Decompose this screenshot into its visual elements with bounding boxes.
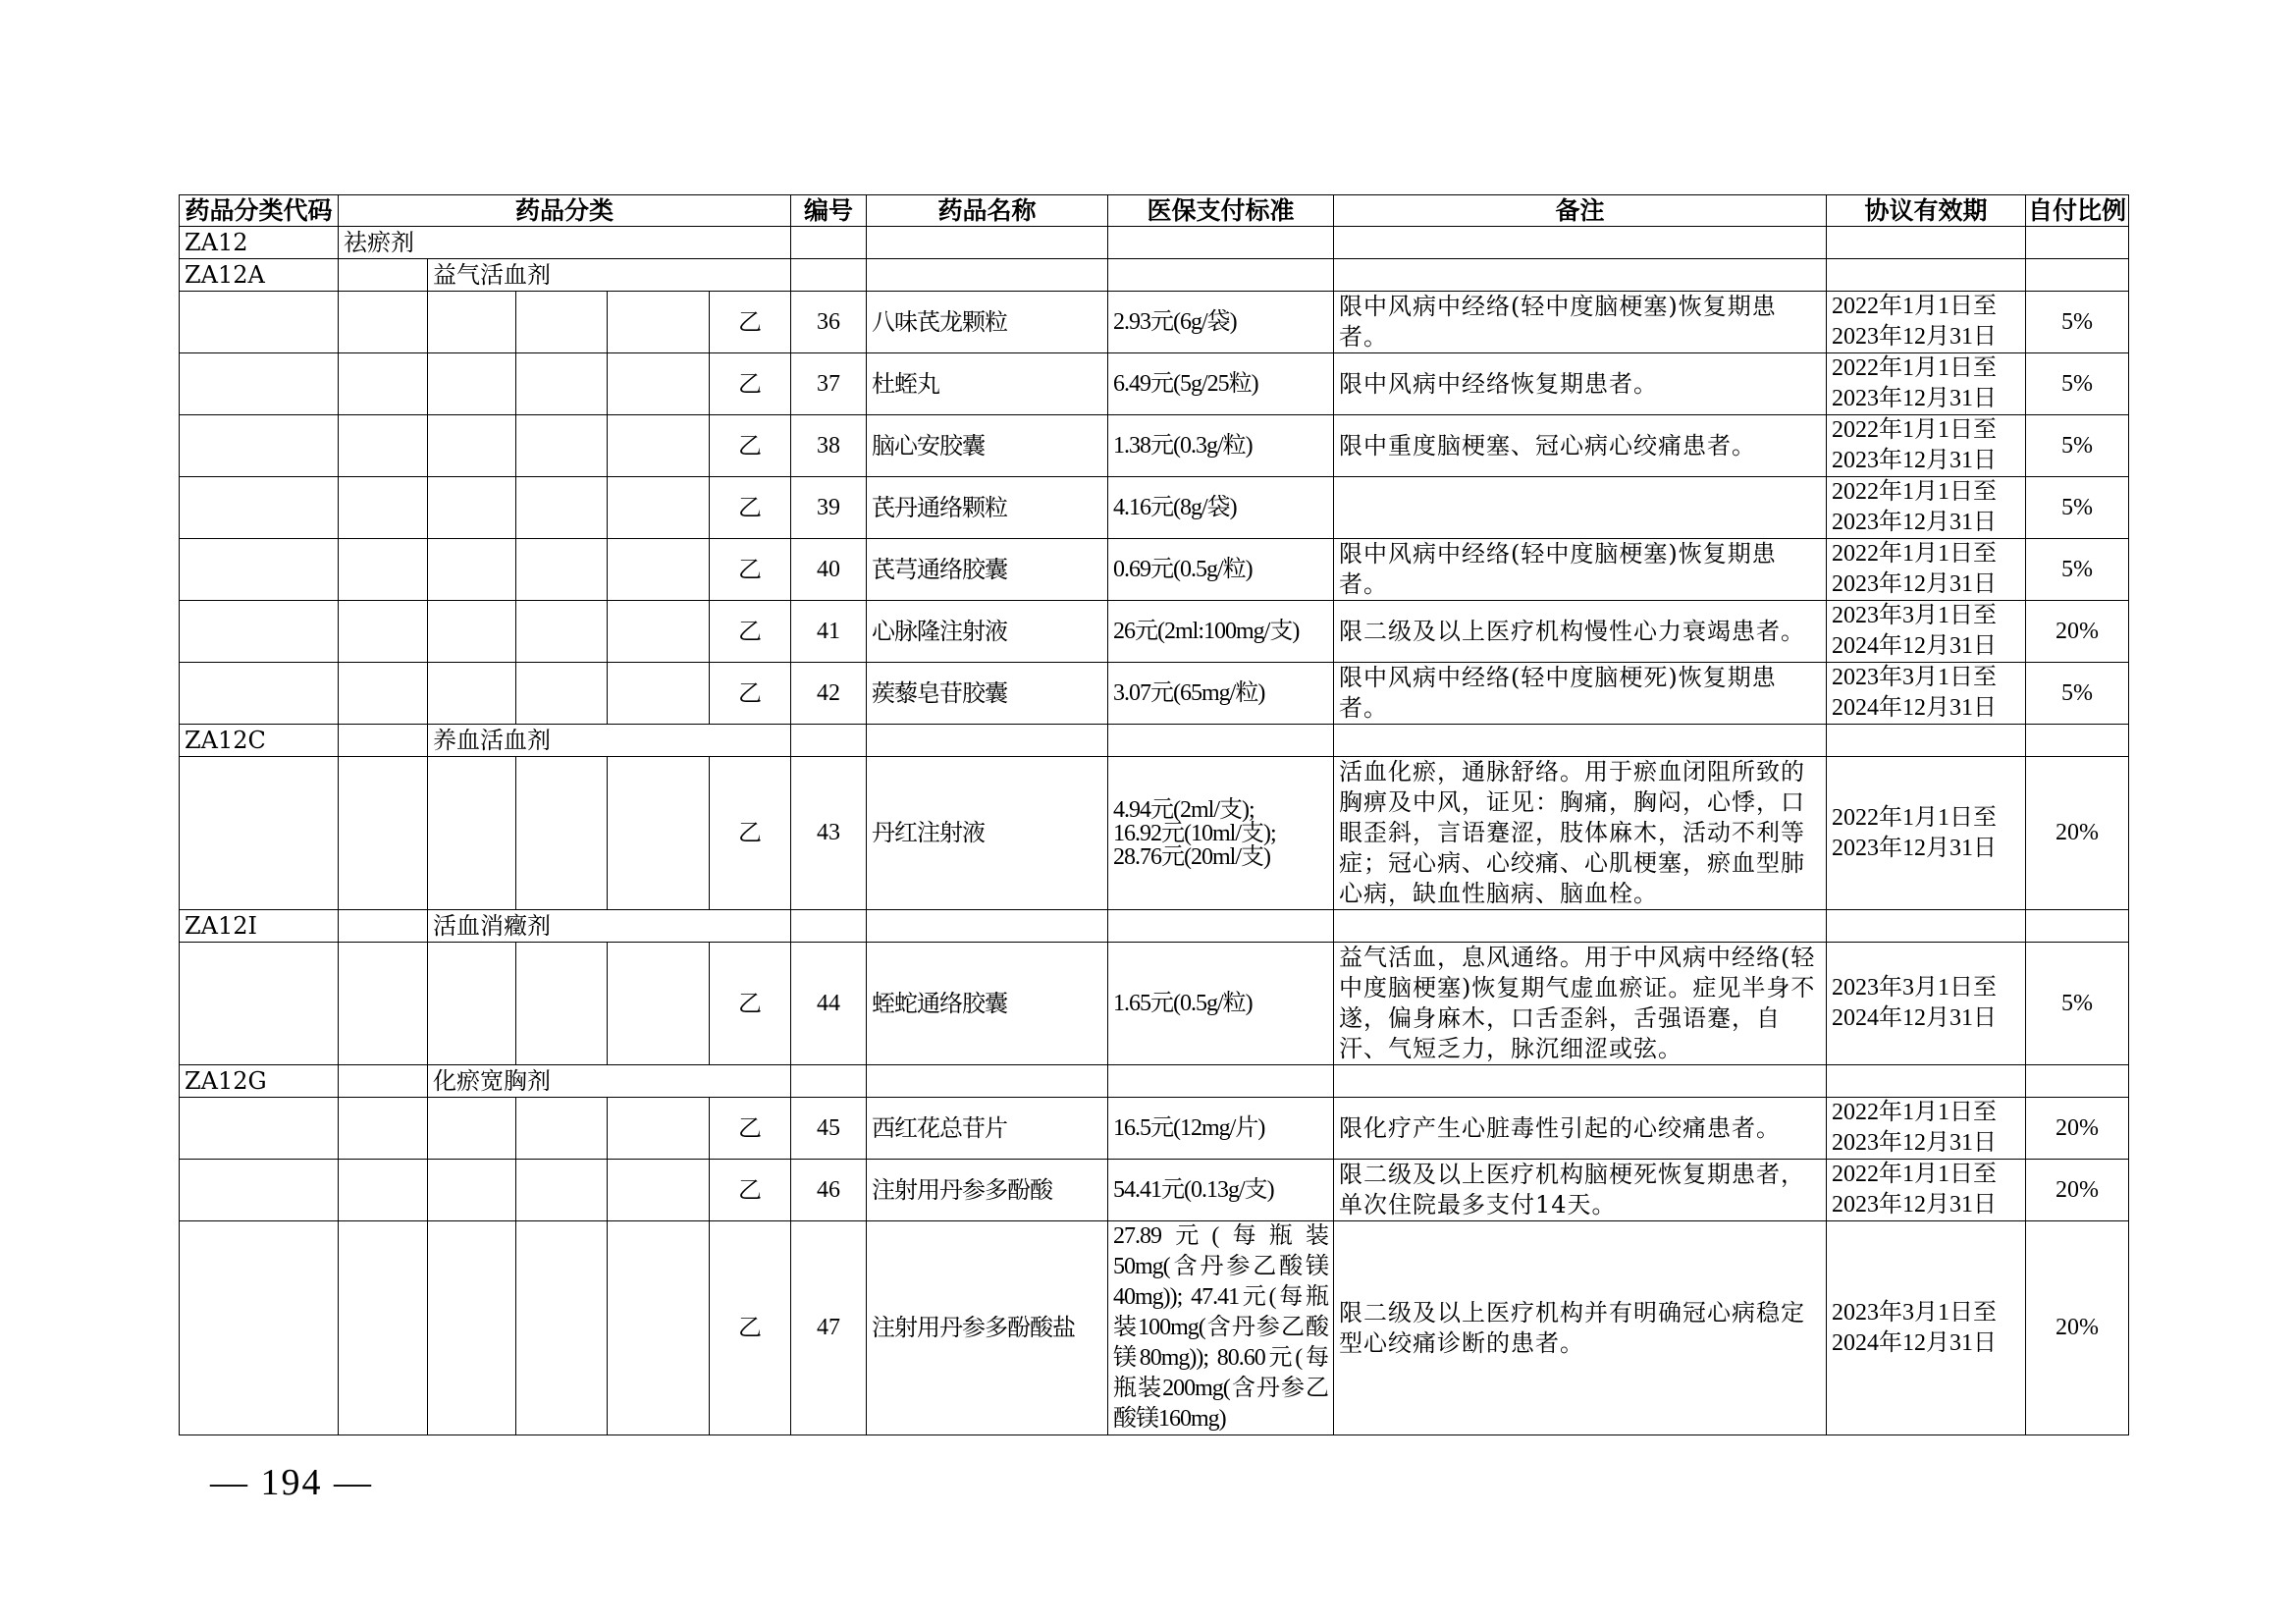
drug-row — [180, 943, 2129, 1065]
self-pay-ratio: 5% — [2026, 663, 2129, 725]
payment-standard: 1.38元(0.3g/粒) — [1108, 415, 1334, 477]
drug-row — [180, 1098, 2129, 1160]
category-code: ZA12A — [180, 259, 339, 292]
valid-period — [1827, 601, 2026, 663]
valid-period-line: 2023年12月31日 — [1832, 510, 1998, 535]
self-pay-ratio: 20% — [2026, 1221, 2129, 1435]
valid-period-line: 2023年12月31日 — [1832, 1130, 1998, 1156]
drug-name: 心脉隆注射液 — [867, 601, 1108, 663]
valid-period — [1827, 292, 2026, 353]
self-pay-ratio: 5% — [2026, 415, 2129, 477]
header-no: 编号 — [791, 195, 867, 227]
drug-class: 乙 — [710, 943, 791, 1065]
valid-period-line: 2023年12月31日 — [1832, 324, 1998, 350]
drug-name: 芪丹通络颗粒 — [867, 477, 1108, 539]
valid-period — [1827, 943, 2026, 1065]
drug-class: 乙 — [710, 477, 791, 539]
drug-name: 杜蛭丸 — [867, 353, 1108, 415]
valid-period-line: 2022年1月1日至 — [1832, 355, 1998, 381]
valid-period-line: 2022年1月1日至 — [1832, 804, 1998, 831]
valid-period-line: 2023年3月1日至 — [1832, 603, 1998, 628]
drug-row — [180, 663, 2129, 725]
payment-standard: 3.07元(65mg/粒) — [1108, 663, 1334, 725]
drug-class: 乙 — [710, 663, 791, 725]
category-label: 祛瘀剂 — [339, 227, 791, 259]
category-label: 化瘀宽胸剂 — [428, 1065, 791, 1098]
valid-period-line: 2024年12月31日 — [1832, 1005, 1998, 1031]
valid-period-line: 2024年12月31日 — [1832, 695, 1998, 721]
valid-period-line: 2022年1月1日至 — [1832, 417, 1998, 443]
drug-row — [180, 1160, 2129, 1221]
drug-row — [180, 353, 2129, 415]
drug-note: 限二级及以上医疗机构脑梗死恢复期患者，单次住院最多支付14天。 — [1334, 1160, 1827, 1221]
drug-class: 乙 — [710, 757, 791, 910]
payment-standard: 2.93元(6g/袋) — [1108, 292, 1334, 353]
category-row — [180, 1065, 2129, 1098]
valid-period-line: 2023年3月1日至 — [1832, 665, 1998, 690]
category-code: ZA12I — [180, 910, 339, 943]
drug-name: 八味芪龙颗粒 — [867, 292, 1108, 353]
valid-period-line: 2022年1月1日至 — [1832, 1100, 1998, 1125]
drug-row — [180, 415, 2129, 477]
category-code: ZA12 — [180, 227, 339, 259]
drug-number: 46 — [791, 1160, 867, 1221]
drug-number: 45 — [791, 1098, 867, 1160]
header-ratio: 自付比例 — [2026, 195, 2129, 227]
payment-standard: 6.49元(5g/25粒) — [1108, 353, 1334, 415]
page-number: — 194 — — [210, 1462, 373, 1503]
category-code: ZA12G — [180, 1065, 339, 1098]
drug-note: 益气活血，息风通络。用于中风病中经络(轻中度脑梗塞)恢复期气虚血瘀证。症见半身不遂，偏身麻木，口舌歪斜，舌强语蹇，自汗、气短乏力，脉沉细涩或弦。 — [1334, 943, 1827, 1065]
valid-period — [1827, 757, 2026, 910]
header-row — [180, 195, 2129, 227]
drug-name: 蛭蛇通络胶囊 — [867, 943, 1108, 1065]
category-label: 活血消癥剂 — [428, 910, 791, 943]
self-pay-ratio: 20% — [2026, 1098, 2129, 1160]
drug-name: 西红花总苷片 — [867, 1098, 1108, 1160]
drug-class: 乙 — [710, 601, 791, 663]
category-label: 养血活血剂 — [428, 725, 791, 757]
drug-name: 注射用丹参多酚酸 — [867, 1160, 1108, 1221]
drug-number: 39 — [791, 477, 867, 539]
drug-number: 42 — [791, 663, 867, 725]
valid-period — [1827, 353, 2026, 415]
self-pay-ratio: 20% — [2026, 757, 2129, 910]
valid-period-line: 2023年12月31日 — [1832, 571, 1998, 597]
drug-class: 乙 — [710, 292, 791, 353]
header-standard: 医保支付标准 — [1108, 195, 1334, 227]
drug-note: 限中风病中经络(轻中度脑梗塞)恢复期患者。 — [1334, 539, 1827, 601]
drug-note: 活血化瘀，通脉舒络。用于瘀血闭阻所致的胸痹及中风，证见：胸痛，胸闷，心悸，口眼歪斜，言语蹇涩，肢体麻木，活动不利等症；冠心病、心绞痛、心肌梗塞，瘀血型肺心病，缺血性脑病、脑血栓。 — [1334, 757, 1827, 910]
drug-note: 限中风病中经络恢复期患者。 — [1334, 353, 1827, 415]
payment-standard: 26元(2ml:100mg/支) — [1108, 601, 1334, 663]
self-pay-ratio: 20% — [2026, 1160, 2129, 1221]
valid-period-line: 2023年3月1日至 — [1832, 975, 1998, 1001]
drug-number: 36 — [791, 292, 867, 353]
valid-period-line: 2022年1月1日至 — [1832, 541, 1998, 567]
category-row — [180, 910, 2129, 943]
header-note: 备注 — [1334, 195, 1827, 227]
drug-number: 47 — [791, 1221, 867, 1435]
drug-number: 37 — [791, 353, 867, 415]
payment-standard: 0.69元(0.5g/粒) — [1108, 539, 1334, 601]
payment-standard: 16.5元(12mg/片) — [1108, 1098, 1334, 1160]
valid-period — [1827, 1221, 2026, 1435]
drug-table — [179, 194, 2129, 1435]
drug-row — [180, 292, 2129, 353]
valid-period — [1827, 477, 2026, 539]
self-pay-ratio: 5% — [2026, 477, 2129, 539]
drug-number: 41 — [791, 601, 867, 663]
self-pay-ratio: 5% — [2026, 943, 2129, 1065]
valid-period-line: 2023年12月31日 — [1832, 448, 1998, 473]
self-pay-ratio: 5% — [2026, 539, 2129, 601]
drug-name: 丹红注射液 — [867, 757, 1108, 910]
valid-period — [1827, 539, 2026, 601]
payment-standard: 1.65元(0.5g/粒) — [1108, 943, 1334, 1065]
table-body — [180, 195, 2129, 1435]
drug-class: 乙 — [710, 353, 791, 415]
valid-period — [1827, 1160, 2026, 1221]
self-pay-ratio: 20% — [2026, 601, 2129, 663]
drug-note: 限二级及以上医疗机构并有明确冠心病稳定型心绞痛诊断的患者。 — [1334, 1221, 1827, 1435]
drug-class: 乙 — [710, 1160, 791, 1221]
drug-class: 乙 — [710, 1221, 791, 1435]
drug-note: 限中风病中经络(轻中度脑梗死)恢复期患者。 — [1334, 663, 1827, 725]
category-row — [180, 259, 2129, 292]
valid-period-line: 2024年12月31日 — [1832, 633, 1998, 659]
category-row — [180, 725, 2129, 757]
drug-name: 芪芎通络胶囊 — [867, 539, 1108, 601]
drug-row — [180, 1221, 2129, 1435]
self-pay-ratio: 5% — [2026, 292, 2129, 353]
header-code: 药品分类代码 — [180, 195, 339, 227]
valid-period-line: 2023年12月31日 — [1832, 835, 1998, 861]
category-code: ZA12C — [180, 725, 339, 757]
drug-class: 乙 — [710, 539, 791, 601]
valid-period — [1827, 415, 2026, 477]
valid-period-line: 2023年12月31日 — [1832, 1192, 1998, 1218]
category-row — [180, 227, 2129, 259]
drug-note: 限中重度脑梗塞、冠心病心绞痛患者。 — [1334, 415, 1827, 477]
payment-standard: 54.41元(0.13g/支) — [1108, 1160, 1334, 1221]
drug-class: 乙 — [710, 1098, 791, 1160]
category-label: 益气活血剂 — [428, 259, 791, 292]
drug-row — [180, 539, 2129, 601]
drug-number: 38 — [791, 415, 867, 477]
drug-name: 注射用丹参多酚酸盐 — [867, 1221, 1108, 1435]
drug-row — [180, 757, 2129, 910]
self-pay-ratio: 5% — [2026, 353, 2129, 415]
drug-name: 脑心安胶囊 — [867, 415, 1108, 477]
drug-note — [1334, 477, 1827, 539]
valid-period-line: 2022年1月1日至 — [1832, 294, 1998, 319]
drug-number: 43 — [791, 757, 867, 910]
drug-name: 蒺藜皂苷胶囊 — [867, 663, 1108, 725]
drug-note: 限中风病中经络(轻中度脑梗塞)恢复期患者。 — [1334, 292, 1827, 353]
valid-period-line: 2023年3月1日至 — [1832, 1299, 1998, 1326]
valid-period-line: 2024年12月31日 — [1832, 1329, 1998, 1356]
header-period: 协议有效期 — [1827, 195, 2026, 227]
drug-class: 乙 — [710, 415, 791, 477]
drug-note: 限化疗产生心脏毒性引起的心绞痛患者。 — [1334, 1098, 1827, 1160]
payment-standard: 4.16元(8g/袋) — [1108, 477, 1334, 539]
valid-period — [1827, 663, 2026, 725]
drug-number: 40 — [791, 539, 867, 601]
drug-row — [180, 477, 2129, 539]
valid-period-line: 2022年1月1日至 — [1832, 479, 1998, 505]
payment-standard-line: 16.92元(10ml/支); — [1113, 820, 1276, 846]
valid-period — [1827, 1098, 2026, 1160]
valid-period-line: 2022年1月1日至 — [1832, 1162, 1998, 1187]
drug-note: 限二级及以上医疗机构慢性心力衰竭患者。 — [1334, 601, 1827, 663]
valid-period-line: 2023年12月31日 — [1832, 386, 1998, 411]
payment-standard-line: 4.94元(2ml/支); — [1113, 796, 1255, 823]
header-name: 药品名称 — [867, 195, 1108, 227]
payment-standard-line: 28.76元(20ml/支) — [1113, 843, 1271, 870]
drug-number: 44 — [791, 943, 867, 1065]
payment-standard — [1108, 757, 1334, 910]
payment-standard: 27.89元(每瓶装50mg(含丹参乙酸镁40mg)); 47.41元(每瓶装100mg(含丹参乙酸镁80mg)); 80.60元(每瓶装200mg(含丹参乙酸镁160mg) — [1108, 1221, 1334, 1435]
header-category: 药品分类 — [339, 195, 791, 227]
drug-row — [180, 601, 2129, 663]
